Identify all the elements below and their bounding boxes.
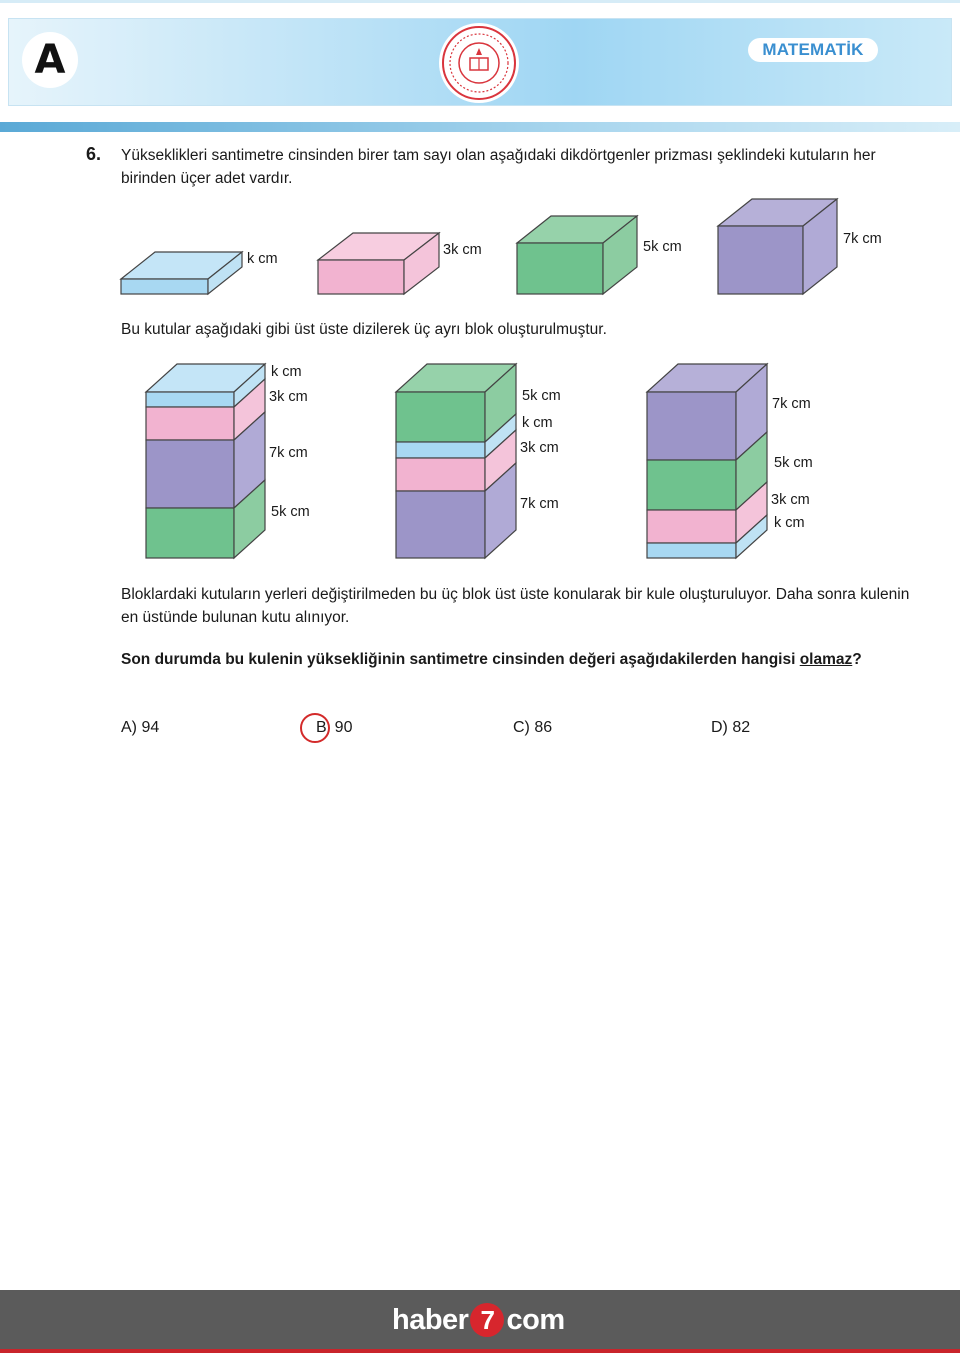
- box-3k: [318, 233, 482, 294]
- box-5k-label: 5k cm: [643, 239, 682, 255]
- option-a-letter: A): [121, 719, 137, 736]
- meb-seal-icon: [438, 22, 520, 104]
- box-3k-label: 3k cm: [443, 242, 482, 258]
- option-d-letter: D): [711, 719, 728, 736]
- block-2-label-2: k cm: [522, 415, 553, 431]
- question-intro: Yükseklikleri santimetre cinsinden birer tam sayı olan aşağıdaki dikdörtgenler prizması şeklindeki kutuların her birinden üçer adet vardır.: [121, 147, 876, 187]
- option-d-value: 82: [732, 719, 751, 736]
- option-b-value: 90: [334, 719, 353, 736]
- box-7k: [718, 199, 882, 294]
- logo-com: com: [506, 1303, 565, 1336]
- option-d[interactable]: [711, 719, 750, 737]
- block-2: [396, 364, 561, 558]
- subject-badge: MATEMATİK: [748, 38, 878, 62]
- page-header: [0, 0, 960, 132]
- logo-seven-badge: 7: [470, 1303, 504, 1337]
- block-1-label-4: 5k cm: [271, 504, 310, 520]
- block-2-label-3: 3k cm: [520, 440, 559, 456]
- header-divider: [0, 122, 960, 132]
- option-b[interactable]: [316, 719, 352, 737]
- option-c-value: 86: [534, 719, 553, 736]
- block-3: [647, 364, 813, 558]
- logo-haber: haber: [392, 1303, 469, 1336]
- block-1-label-3: 7k cm: [269, 445, 308, 461]
- box-k-label: k cm: [247, 251, 278, 267]
- stack-description: Bu kutular aşağıdaki gibi üst üste dizilerek üç ayrı blok oluşturulmuştur.: [121, 321, 607, 338]
- block-2-label-4: 7k cm: [520, 496, 559, 512]
- prompt-underlined: olamaz: [799, 651, 853, 668]
- box-7k-label: 7k cm: [843, 231, 882, 247]
- option-a[interactable]: [121, 719, 159, 737]
- option-c-letter: C): [513, 719, 530, 736]
- block-1-label-1: k cm: [271, 364, 302, 380]
- haber7-logo[interactable]: [392, 1300, 565, 1340]
- box-5k: [517, 216, 682, 294]
- stacked-blocks-figure: [140, 360, 840, 566]
- box-k: [121, 251, 278, 294]
- tower-description: Bloklardaki kutuların yerleri değiştirilmeden bu üç blok üst üste konularak bir kule oluşturuluyor. Daha sonra kulenin en üstünde bulunan kutu alınıyor.: [121, 586, 910, 626]
- option-b-letter: B: [316, 719, 327, 736]
- block-3-label-3: 3k cm: [771, 492, 810, 508]
- question-number: 6.: [86, 144, 102, 164]
- block-2-label-1: 5k cm: [522, 388, 561, 404]
- block-1-label-2: 3k cm: [269, 389, 308, 405]
- block-3-label-4: k cm: [774, 515, 805, 531]
- block-3-label-1: 7k cm: [772, 396, 811, 412]
- prompt-end: ?: [852, 651, 862, 668]
- option-c[interactable]: [513, 719, 552, 737]
- header-top-line: [0, 0, 960, 3]
- block-3-label-2: 5k cm: [774, 455, 813, 471]
- question-prompt: [121, 648, 911, 671]
- prompt-main: Son durumda bu kulenin yüksekliğinin santimetre cinsinden değeri aşağıdakilerden hangisi: [121, 651, 800, 668]
- booklet-type-badge: A: [22, 32, 78, 88]
- block-1: [146, 364, 310, 558]
- option-a-value: 94: [141, 719, 160, 736]
- single-boxes-figure: [110, 196, 910, 300]
- footer-accent-line: [0, 1349, 960, 1353]
